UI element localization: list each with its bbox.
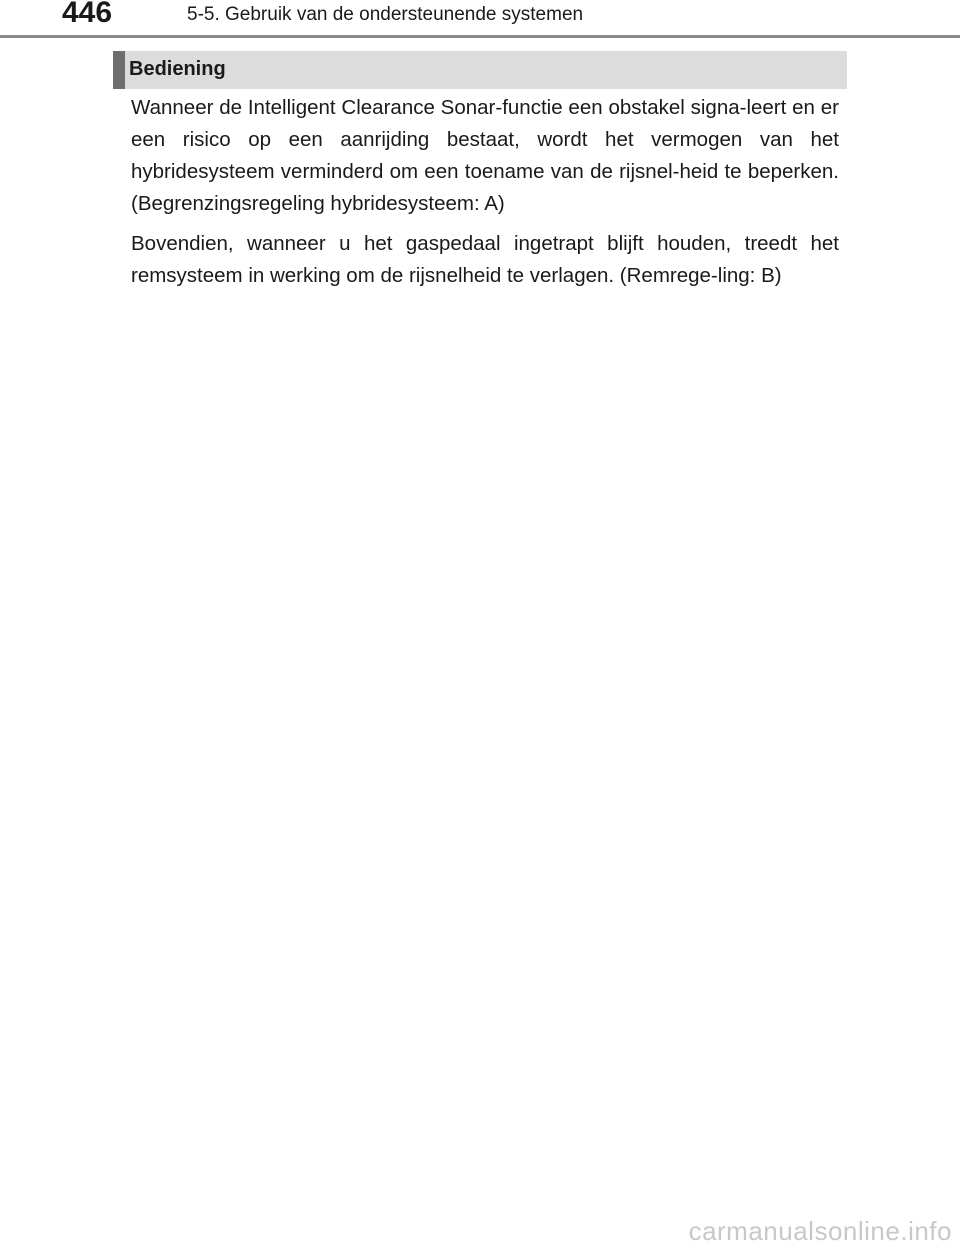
paragraph-operation-limit: Wanneer de Intelligent Clearance Sonar-functie een obstakel signa-leert en er een risico op een aanrijding bestaat, wordt het vermogen van het hybridesysteem verminderd om een toename van de rijsnel-heid te beperken. (Begrenzingsregeling hybridesysteem: A) <box>131 96 839 215</box>
body-content <box>131 92 839 300</box>
page-number: 446 <box>62 0 113 29</box>
watermark: carmanualsonline.info <box>688 1216 952 1246</box>
section-heading-bar <box>113 51 847 89</box>
paragraph-brake-control: Bovendien, wanneer u het gaspedaal ingetrapt blijft houden, treedt het remsysteem in werking om de rijsnelheid te verlagen. (Remrege-ling: B) <box>131 232 839 287</box>
chapter-title: 5-5. Gebruik van de ondersteunende systemen <box>187 4 584 25</box>
section-accent-marker <box>113 51 125 89</box>
header-divider <box>0 35 960 38</box>
page-header <box>0 0 960 36</box>
section-title: Bediening <box>129 58 226 80</box>
